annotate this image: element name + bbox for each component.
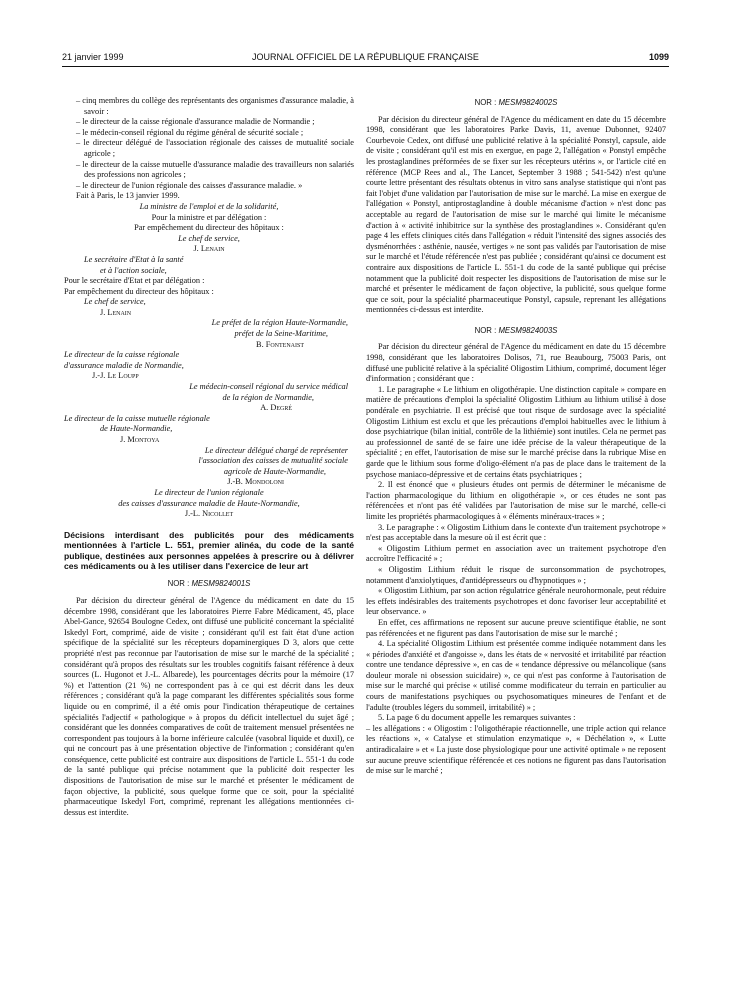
signature-line: Le chef de service, xyxy=(178,233,240,243)
numbered-point: En effet, ces affirmations ne reposent sur aucune preuve scientifique établie, ne sont pas référencées et ne figurent pas dans l'autorisation de mise sur le marché ; xyxy=(366,617,666,638)
quoted-claim: « Oligostim Lithium permet en association avec un traitement psychotrope d'en accroître l'efficacité » ; xyxy=(366,543,666,564)
signature-name: J.-L. Nicollet xyxy=(184,509,234,519)
nor-code: MESM9824003S xyxy=(498,325,558,335)
numbered-point: 1. Le paragraphe « Le lithium en oligothérapie. Une distinction capitale » compare en matière de précautions d'emploi la spécialité Oligostim Lithium au lithium utilisé à dose pondérale en psychiatrie. Il est précisé que tout risque de surdosage avec la spécialité Oligostim Lithium est exclu et que les précautions d'emploi habituelles avec le lithium à dose psychiatrique (bilan initial, contrôle de la lithiémie) sont inutiles. Cela ne permet pas au professionnel de santé de se faire une idée précise de la valeur thérapeutique de la spécialité ; en effet, l'autorisation de mise sur le marché précise dans la rubrique Mise en garde que le lithium sous forme d'oligo-élément n'a pas de place dans le traitement de la psychose maniaco-dépressive et de certains états psychiatriques ; xyxy=(366,384,666,479)
nor-code: MESM9824001S xyxy=(191,579,251,589)
signature-name: A. Degré xyxy=(260,403,292,413)
list-item: – le directeur de la caisse régionale d'assurance maladie de Normandie ; xyxy=(76,117,315,127)
signature-line: Le chef de service, xyxy=(84,297,146,307)
signature-title: La ministre de l'emploi et de la solidarité, xyxy=(139,201,279,211)
page-number: 1099 xyxy=(648,52,669,62)
list-intro: – cinq membres du collège des représentants des organismes d'assurance maladie, à savoir : xyxy=(76,96,354,116)
header-date: 21 janvier 1999 xyxy=(62,52,124,62)
list-item: – le médecin-conseil régional du régime général de sécurité sociale ; xyxy=(76,127,304,137)
signature-title: Le médecin-conseil régional du service médical xyxy=(189,382,348,392)
header-rule xyxy=(62,66,669,67)
signature-title: Le directeur de la caisse régionale xyxy=(64,350,180,360)
nor-label: NOR : xyxy=(474,325,497,335)
signature-title: agricole de Haute-Normandie, xyxy=(223,466,326,476)
nor-reference xyxy=(366,326,666,337)
quoted-claim: « Oligostim Lithium réduit le risque de surconsommation de psychotropes, notamment d'anxiolytiques, d'antidépresseurs ou d'hypnotiques » ; xyxy=(366,564,666,585)
numbered-point: 4. La spécialité Oligostim Lithium est présentée comme indiquée notamment dans les « périodes d'anxiété et d'angoisse », dans les états de « nervosité et irritabilité par réaction contre une tendance dépressive », en cas de « tendance dépressive ou mélancolique (sans douleur morale ni obsession suicidaire) », ce qui n'est pas conforme à l'autorisation de mise sur le marché qui précise « utilisé comme modificateur du terrain en particulier au cours de manifestations psychiques ou psychosomatiques mineures de l'enfant et de l'adulte (troubles légers du sommeil, irritabilité) » ; xyxy=(366,639,666,712)
decision-paragraph: Par décision du directeur général de l'Agence du médicament en date du 15 décembre 1998, considérant que les laboratoires Dolisos, 71, rue Beaubourg, 75003 Paris, ont diffusé une publicité relative à la spécialité Oligostim Lithium, comprimé, document léger d'information ; considérant que : xyxy=(366,342,666,384)
nor-code: MESM9824002S xyxy=(498,98,558,107)
signature-title: Le préfet de la région Haute-Normandie, xyxy=(211,318,348,328)
signature-line: Pour le secrétaire d'Etat et par délégation : xyxy=(64,276,205,286)
signature-title: d'assurance maladie de Normandie, xyxy=(64,360,184,370)
list-item: – le directeur délégué de l'association régionale des caisses de mutualité sociale agricole ; xyxy=(76,138,354,158)
signature-title: Le directeur délégué chargé de représenter xyxy=(204,445,348,455)
list-item: – le directeur de l'union régionale des caisses d'assurance maladie. » xyxy=(76,180,303,190)
quoted-claim: « Oligostim Lithium, par son action régulatrice générale neurohormonale, peut réduire les effets indésirables des traitements psychotropes et donc favoriser leur acceptabilité et leur observance. » xyxy=(366,586,666,617)
right-column xyxy=(366,96,666,777)
journal-title: JOURNAL OFFICIEL DE LA RÉPUBLIQUE FRANÇAISE xyxy=(252,52,479,62)
signature-line: Par empêchement du directeur des hôpitaux : xyxy=(64,286,214,296)
signature-title: de la région de Normandie, xyxy=(222,392,314,402)
signature-name: J.-B. Mondoloni xyxy=(227,477,284,487)
signature-title: et à l'action sociale, xyxy=(100,265,167,275)
numbered-point: 2. Il est énoncé que « plusieurs études ont permis de déterminer le mécanisme de l'action pharmacologique du lithium en oligothérapie », or ces études ne sont pas référencées et n'ont pas été validées par l'autorisation de mise sur le marché, celle-ci limite les propriétés pharmacologiques à « éléments minéraux-traces » ; xyxy=(366,480,666,521)
signature-title: Le directeur de la caisse mutuelle régionale xyxy=(64,413,210,423)
signature-line: Par empêchement du directeur des hôpitaux : xyxy=(134,223,284,233)
nor-reference xyxy=(366,98,666,109)
signature-title: Le directeur de l'union régionale xyxy=(154,487,264,497)
left-column xyxy=(64,96,354,818)
signature-title: Le secrétaire d'Etat à la santé xyxy=(84,254,184,264)
signature-line: Pour la ministre et par délégation : xyxy=(151,212,267,222)
signature-title: l'association des caisses de mutualité sociale xyxy=(198,456,348,466)
signature-title: des caisses d'assurance maladie de Haute-Normandie, xyxy=(118,498,300,508)
list-item: – le directeur de la caisse mutuelle d'assurance maladie des travailleurs non salariés des professions non agricoles ; xyxy=(76,159,354,180)
signature-name: J. Montoya xyxy=(120,435,160,444)
signature-name: J.-J. Le Loupp xyxy=(92,371,139,381)
page-header xyxy=(62,52,669,66)
nor-reference xyxy=(64,579,354,590)
decision-paragraph: Par décision du directeur général de l'Agence du médicament en date du 15 décembre 1998, considérant que les laboratoires Parke Davis, 11, avenue Dubonnet, 92407 Courbevoie Cedex, ont diffusé une publicité relative à la spécialité Ponstyl, capsule, aide de visite ; considérant qu'il est mis en exergue, en page 2, l'allégation « Ponstyl empêche les prostaglandines préformées de se fixer sur les récepteurs utérins », or l'article cité en référence (MCP Rees and al., The Lancet, September 3 1988 ; 541-542) n'est qu'une courte lettre présentant des résultats obtenus in vitro sans analyse statistique qui n'ont pas fait l'objet d'une validation par l'autorisation de mise sur le marché. La mise en exergue de l'allégation « Ponstyl, antiprostaglandine à double mécanisme d'action » n'est donc pas acceptable au regard de l'autorisation de mise sur le marché qui limite le mécanisme d'action à « activité inhibitrice sur la synthèse des prostaglandines ». Considérant qu'en page 4 les effets cliniques cités dans l'allégation « réduit l'intensité des signes associés des dysménorrhées : asthénie, nausée, vertiges » ne sont pas validés par l'autorisation de mise sur le marché et l'étude référencée n'est pas publiée ; considérant qu'ainsi ce document est contraire aux dispositions de l'article L. 551-1 du code de la santé publique qui précise notamment que la publicité doit respecter les dispositions de l'autorisation de mise sur le marché et présenter le médicament de façon objective, la publicité, sous quelque forme que ce soit, pour la spécialité pharmaceutique Ponstyl, capsule, reprenant les allégations mentionnées ci-dessus est interdite. xyxy=(366,114,666,315)
signature-title: de Haute-Normandie, xyxy=(100,424,173,434)
nor-label: NOR : xyxy=(167,579,190,589)
signature-name: J. Lenain xyxy=(193,244,225,254)
signature-name: B. Fontenaist xyxy=(256,339,304,349)
fait-a-paris: Fait à Paris, le 13 janvier 1999. xyxy=(76,191,180,201)
signature-title: préfet de la Seine-Maritime, xyxy=(234,329,328,339)
numbered-point: 5. La page 6 du document appelle les remarques suivantes : xyxy=(378,713,576,723)
nor-label: NOR : xyxy=(474,98,497,107)
allegations-item: – les allégations : « Oligostim : l'oligothérapie réactionnelle, une triple action qui relance les réactions », « Catalyse et stimulation enzymatique », « Déchélation », « Lutte antiradicalaire » et « La juste dose physiologique pour une activité optimale » ne reposent sur aucune preuve scientifique référencée et ces notions ne figurent pas dans l'autorisation de mise sur le marché ; xyxy=(366,723,666,776)
signature-name: J. Lenain xyxy=(100,307,132,317)
decision-paragraph: Par décision du directeur général de l'Agence du médicament en date du 15 décembre 1998, considérant que les laboratoires Pierre Fabre Médicament, 45, place Abel-Gance, 92654 Boulogne Cedex, ont diffusé une publicité concernant la spécialité Iskedyl Fort, comprimé, aide de visite ; considérant qu'il est fait état d'une action spécifique de la spécialité sur les récepteurs dopaminergiques D 3, alors que cette propriété n'est pas reconnue par l'autorisation de mise sur le marché de la spécialité ; considérant qu'à propos des résultats sur les troubles cognitifs faisant référence à deux sources (L. Hugonot et J.-L. Albarede), les pourcentages décrits pour la mémoire (17 %) et l'attention (21 %) ne correspondent pas à ce qui est décrit dans les deux références ; considérant qu'à la page comparant les différentes spécialités sous forme liquide ou en comprimé, il a été omis pour l'indication thérapeutique de certaines spécialités l'adjectif « pathologique » à propos du déficit intellectuel du sujet âgé ; considérant que les données comparatives de coût de traitement mensuel présentées ne correspondent pas toujours à la borne inférieure calculée (vasobral liquide et duxil), ce qui ne concourt pas à une présentation objective de l'information ; considérant qu'en conséquence, cette publicité est contraire aux dispositions de l'article L. 551-1 du code de la santé publique qui précise notamment que la publicité doit respecter les dispositions de l'autorisation de mise sur le marché et présenter le médicament de façon objective, la publicité, sous quelque forme que ce soit, pour la spécialité pharmaceutique Iskedyl Fort, comprimé, reprenant les allégations mentionnées ci-dessus est interdite. xyxy=(64,595,354,817)
numbered-point: 3. Le paragraphe : « Oligostim Lithium dans le contexte d'un traitement psychotrope » n'est pas acceptable dans la mesure où il est écrit que : xyxy=(366,522,666,543)
section-heading: Décisions interdisant des publicités pour des médicaments mentionnées à l'article L. 551, premier alinéa, du code de la santé publique, destinées aux personnes appelées à prescrire ou à délivrer ces médicaments ou à les utiliser dans l'exercice de leur art xyxy=(64,529,354,571)
